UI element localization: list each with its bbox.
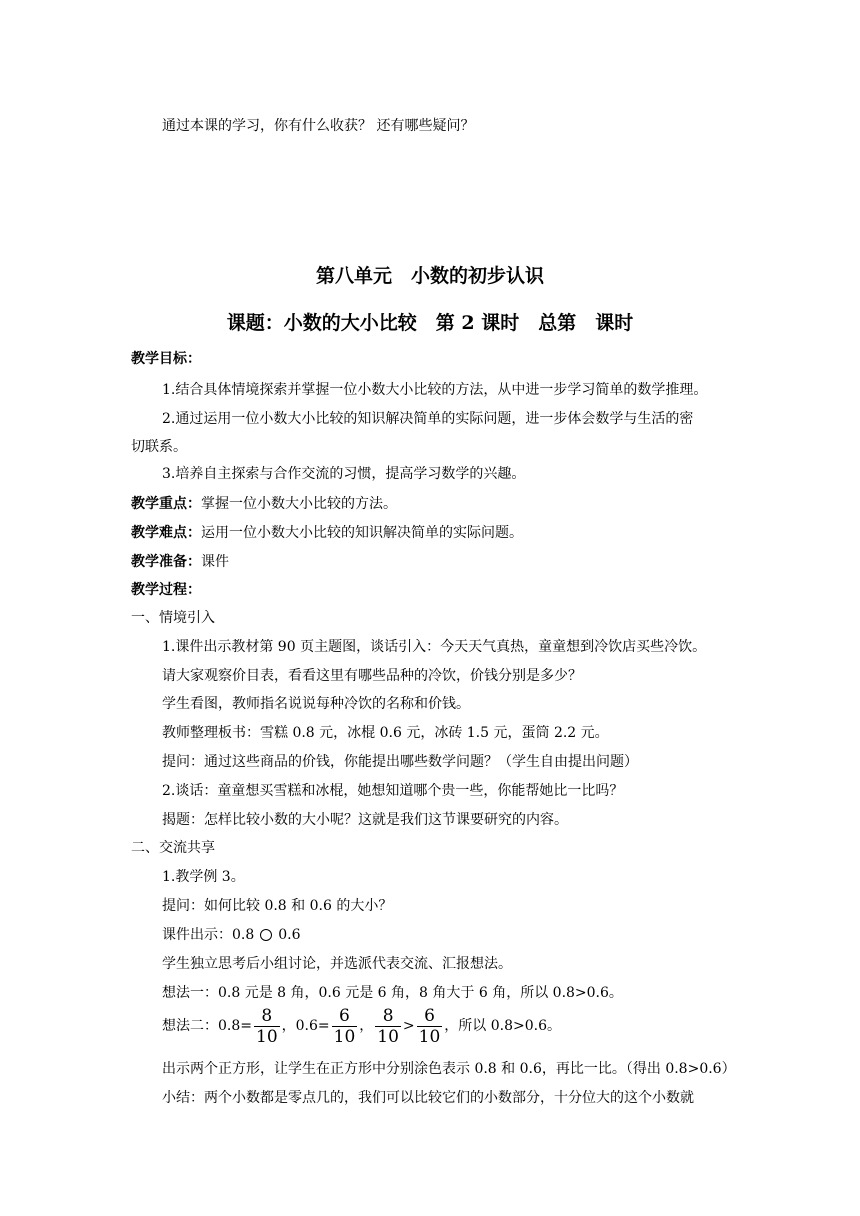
fraction-numerator: 8 bbox=[375, 1006, 401, 1027]
fraction-8-10-b bbox=[375, 1006, 401, 1047]
compare-circle-icon bbox=[260, 929, 272, 941]
section2-heading: 二、交流共享 bbox=[131, 840, 215, 856]
fraction-numerator: 6 bbox=[332, 1006, 358, 1027]
fraction-denominator: 10 bbox=[418, 1026, 441, 1047]
fraction-6-10 bbox=[332, 1006, 358, 1047]
fraction-denominator: 10 bbox=[256, 1026, 278, 1047]
section1-line-4: 教师整理板书：雪糕 0.8 元，冰棍 0.6 元，冰砖 1.5 元，蛋筒 2.2 元。 bbox=[162, 725, 609, 741]
key-point bbox=[131, 494, 397, 514]
section1-line-2: 请大家观察价目表，看看这里有哪些品种的冷饮，价钱分别是多少？ bbox=[162, 668, 582, 684]
idea2-prefix: 想法二：0.8= bbox=[162, 1018, 252, 1034]
prep bbox=[131, 552, 229, 572]
fraction-denominator: 10 bbox=[377, 1026, 399, 1047]
section2-line-7: 出示两个正方形，让学生在正方形中分别涂色表示 0.8 和 0.6，再比一比。（得出 0.8>0.6） bbox=[162, 1061, 736, 1077]
goal-item-2: 2.通过运用一位小数大小比较的知识解决简单的实际问题，进一步体会数学与生活的密 bbox=[162, 411, 694, 427]
fraction-8-10 bbox=[254, 1006, 280, 1047]
process-label: 教学过程： bbox=[131, 582, 201, 598]
section2-line-6 bbox=[162, 1005, 561, 1047]
section2-line-4: 学生独立思考后小组讨论，并选派代表交流、汇报想法。 bbox=[162, 956, 512, 972]
difficulty-text: 运用一位小数大小比较的知识解决简单的实际问题。 bbox=[201, 525, 523, 541]
fraction-6-10-b bbox=[417, 1006, 443, 1047]
difficulty-label: 教学难点： bbox=[131, 525, 201, 541]
idea2-sep1: ，0.6= bbox=[281, 1018, 330, 1034]
key-point-label: 教学重点： bbox=[131, 496, 201, 512]
goals-label: 教学目标： bbox=[131, 351, 201, 367]
goal-item-1: 1.结合具体情境探索并掌握一位小数大小比较的方法，从中进一步学习简单的数学推理。 bbox=[162, 382, 708, 398]
greater-than-sign: > bbox=[402, 1018, 415, 1034]
section1-line-6: 2.谈话：童童想买雪糕和冰棍，她想知道哪个贵一些，你能帮她比一比吗？ bbox=[162, 783, 624, 799]
section1-line-7: 揭题：怎样比较小数的大小呢？这就是我们这节课要研究的内容。 bbox=[162, 812, 568, 828]
goal-item-3: 3.培养自主探索与合作交流的习惯，提高学习数学的兴趣。 bbox=[162, 466, 526, 482]
section2-line-3 bbox=[162, 925, 301, 945]
section2-line-5: 想法一：0.8 元是 8 角，0.6 元是 6 角，8 角大于 6 角，所以 0.8>0.6。 bbox=[162, 985, 623, 1001]
section2-line-2: 提问：如何比较 0.8 和 0.6 的大小？ bbox=[162, 898, 393, 914]
prep-label: 教学准备： bbox=[131, 554, 201, 570]
fraction-denominator: 10 bbox=[333, 1026, 356, 1047]
courseware-text: 课件出示：0.8 bbox=[162, 927, 255, 943]
lesson-title: 课题：小数的大小比较 第 2 课时 总第 课时 bbox=[226, 312, 634, 334]
section1-line-1: 1.课件出示教材第 90 页主题图，谈话引入：今天天气真热，童童想到冷饮店买些冷饮。 bbox=[162, 639, 707, 655]
section1-line-3: 学生看图，教师指名说说每种冷饮的名称和价钱。 bbox=[162, 696, 470, 712]
difficulty bbox=[131, 523, 523, 543]
reflection-question: 通过本课的学习，你有什么收获？ 还有哪些疑问？ bbox=[162, 118, 475, 134]
section2-line-8: 小结：两个小数都是零点几的，我们可以比较它们的小数部分，十分位大的这个小数就 bbox=[162, 1090, 694, 1106]
idea2-suffix: ，所以 0.8>0.6。 bbox=[444, 1018, 562, 1034]
section1-heading: 一、情境引入 bbox=[131, 610, 215, 626]
fraction-numerator: 8 bbox=[254, 1006, 280, 1027]
prep-text: 课件 bbox=[201, 554, 229, 570]
idea2-sep2: ， bbox=[359, 1018, 374, 1034]
section2-line-1: 1.教学例 3。 bbox=[162, 869, 245, 885]
fraction-numerator: 6 bbox=[417, 1006, 443, 1027]
unit-title: 第八单元 小数的初步认识 bbox=[315, 265, 544, 287]
key-point-text: 掌握一位小数大小比较的方法。 bbox=[201, 496, 397, 512]
goal-item-2-cont: 切联系。 bbox=[131, 439, 187, 455]
section1-line-5: 提问：通过这些商品的价钱，你能提出哪些数学问题？（学生自由提出问题） bbox=[162, 754, 638, 770]
courseware-value: 0.6 bbox=[278, 927, 301, 943]
